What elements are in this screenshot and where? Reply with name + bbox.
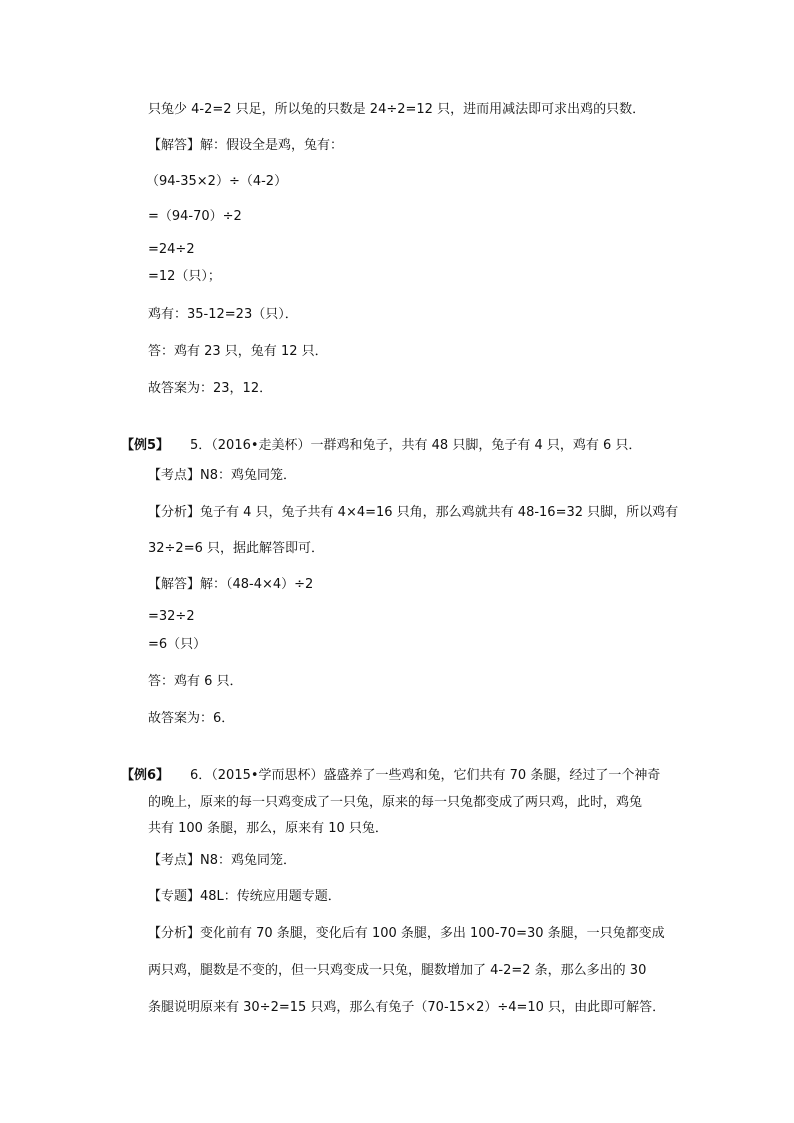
text-line: 【分析】变化前有 70 条腿，变化后有 100 条腿，多出 100-70=30 条腿，一只兔都变成 [148, 926, 665, 941]
text-line: 【考点】N8：鸡兔同笼． [148, 853, 296, 868]
example-label: 【例5】 [121, 438, 170, 453]
text-line: =（94-70）÷2 [148, 209, 242, 224]
example-question: 5．（2016•走美杯）一群鸡和兔子，共有 48 只脚，兔子有 4 只，鸡有 6 只． [190, 438, 642, 453]
text-line: =12（只）； [148, 269, 221, 284]
text-line: 的晚上，原来的每一只鸡变成了一只兔，原来的每一只兔都变成了两只鸡，此时，鸡兔 [148, 795, 643, 810]
text-line: 【考点】N8：鸡兔同笼． [148, 468, 296, 483]
text-line: 条腿说明原来有 30÷2=15 只鸡，那么有兔子（70-15×2）÷4=10 只，由此即可解答． [148, 1000, 666, 1015]
text-line: 答：鸡有 6 只． [148, 674, 243, 689]
text-line: 32÷2=6 只，据此解答即可． [148, 541, 325, 556]
text-line: 只兔少 4-2=2 只足，所以兔的只数是 24÷2=12 只，进而用减法即可求出鸡的只数． [148, 102, 646, 117]
text-line: （94-35×2）÷（4-2） [146, 174, 288, 189]
text-line: 共有 100 条腿，那么，原来有 10 只兔． [148, 821, 388, 836]
text-line: 答：鸡有 23 只，兔有 12 只． [148, 344, 328, 359]
text-line: 【专题】48L：传统应用题专题． [148, 889, 341, 904]
example-question: 6．（2015•学而思杯）盛盛养了一些鸡和兔，它们共有 70 条腿，经过了一个神奇 [190, 768, 661, 783]
example-label: 【例6】 [121, 768, 170, 783]
text-line: 【分析】兔子有 4 只，兔子共有 4×4=16 只角，那么鸡就共有 48-16=32 只脚，所以鸡有 [148, 505, 679, 520]
text-line: 故答案为：23，12． [148, 381, 273, 396]
text-line: =6（只） [148, 637, 207, 652]
text-line: =32÷2 [148, 609, 195, 624]
text-line: 两只鸡，腿数是不变的，但一只鸡变成一只兔，腿数增加了 4-2=2 条，那么多出的 30 [148, 963, 647, 978]
text-line: 鸡有：35-12=23（只）． [148, 307, 298, 322]
text-line: 【解答】解：假设全是鸡，兔有： [148, 138, 344, 153]
text-line: 【解答】解：（48-4×4）÷2 [148, 577, 314, 592]
text-line: =24÷2 [148, 242, 195, 257]
text-line: 故答案为：6． [148, 711, 235, 726]
